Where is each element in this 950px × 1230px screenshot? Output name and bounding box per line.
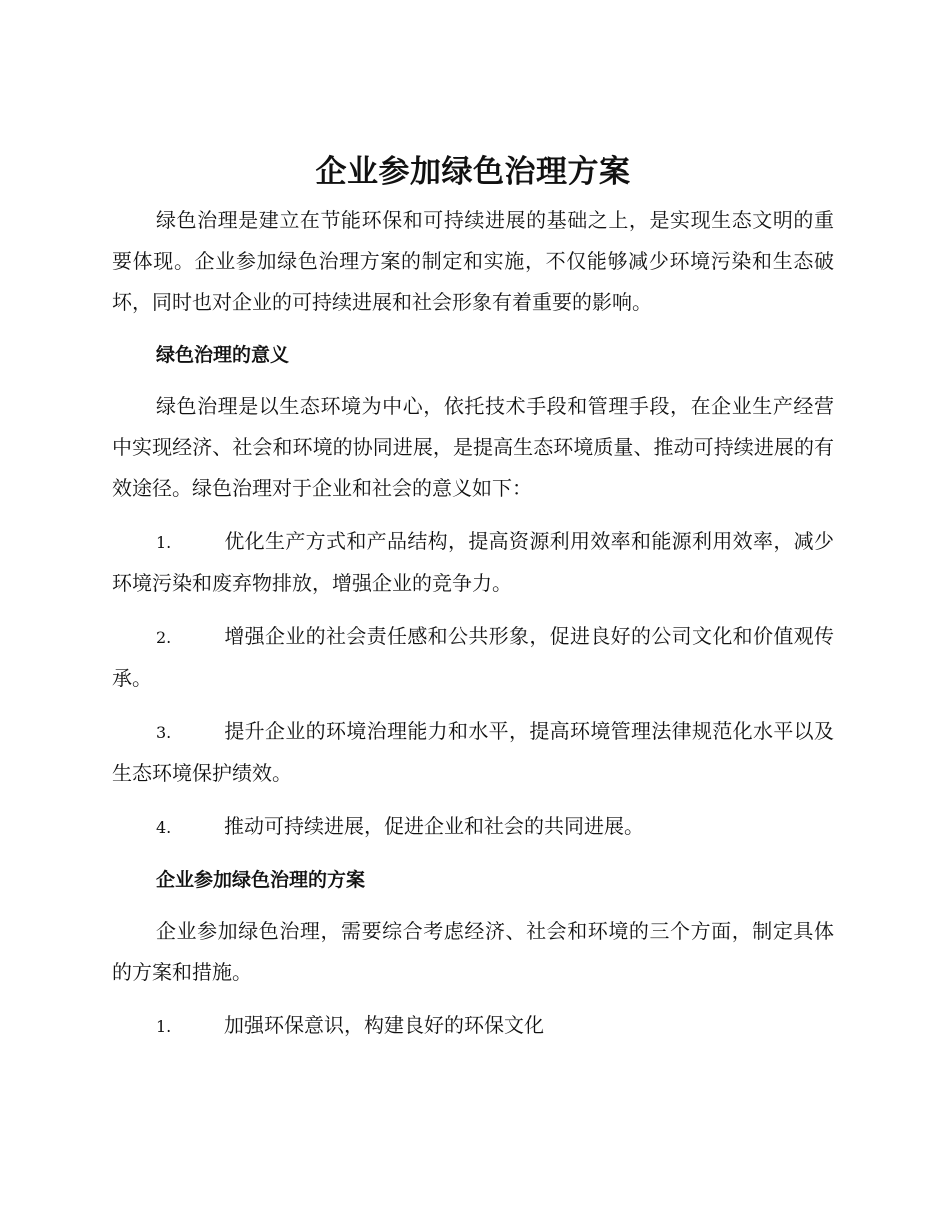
list-item (112, 521, 834, 604)
document-body (112, 148, 834, 1047)
list-item-text: 推动可持续进展，促进企业和社会的共同进展。 (224, 814, 644, 838)
list-item-text: 增强企业的社会责任感和公共形象，促进良好的公司文化和价值观传承。 (112, 624, 834, 690)
list-item-text: 优化生产方式和产品结构，提高资源利用效率和能源利用效率，减少环境污染和废弃物排放，增强企业的竞争力。 (112, 529, 834, 595)
list-item-number: 4. (156, 818, 172, 837)
plan-paragraph: 企业参加绿色治理，需要综合考虑经济、社会和环境的三个方面，制定具体的方案和措施。 (112, 919, 834, 984)
list-item (112, 711, 834, 794)
list-item (112, 806, 834, 848)
document-title: 企业参加绿色治理方案 (315, 154, 631, 190)
list-item (112, 616, 834, 699)
list-item-number: 3. (156, 723, 172, 742)
list-item-text: 提升企业的环境治理能力和水平，提高环境管理法律规范化水平以及生态环境保护绩效。 (112, 719, 834, 785)
section-heading-significance: 绿色治理的意义 (156, 344, 290, 366)
list-item-number: 2. (156, 628, 172, 647)
significance-paragraph: 绿色治理是以生态环境为中心，依托技术手段和管理手段，在企业生产经营中实现经济、社会和环境的协同进展，是提高生态环境质量、推动可持续进展的有效途径。绿色治理对于企业和社会的意义如下： (112, 394, 834, 500)
list-item (112, 1005, 834, 1047)
list-item-number: 1. (156, 533, 172, 552)
section-heading-plan: 企业参加绿色治理的方案 (156, 869, 366, 891)
list-item-text: 加强环保意识，构建良好的环保文化 (224, 1013, 544, 1037)
list-item-number: 1. (156, 1017, 172, 1036)
intro-paragraph: 绿色治理是建立在节能环保和可持续进展的基础之上，是实现生态文明的重要体现。企业参加绿色治理方案的制定和实施，不仅能够减少环境污染和生态破坏，同时也对企业的可持续进展和社会形象有着重要的影响。 (112, 208, 834, 314)
